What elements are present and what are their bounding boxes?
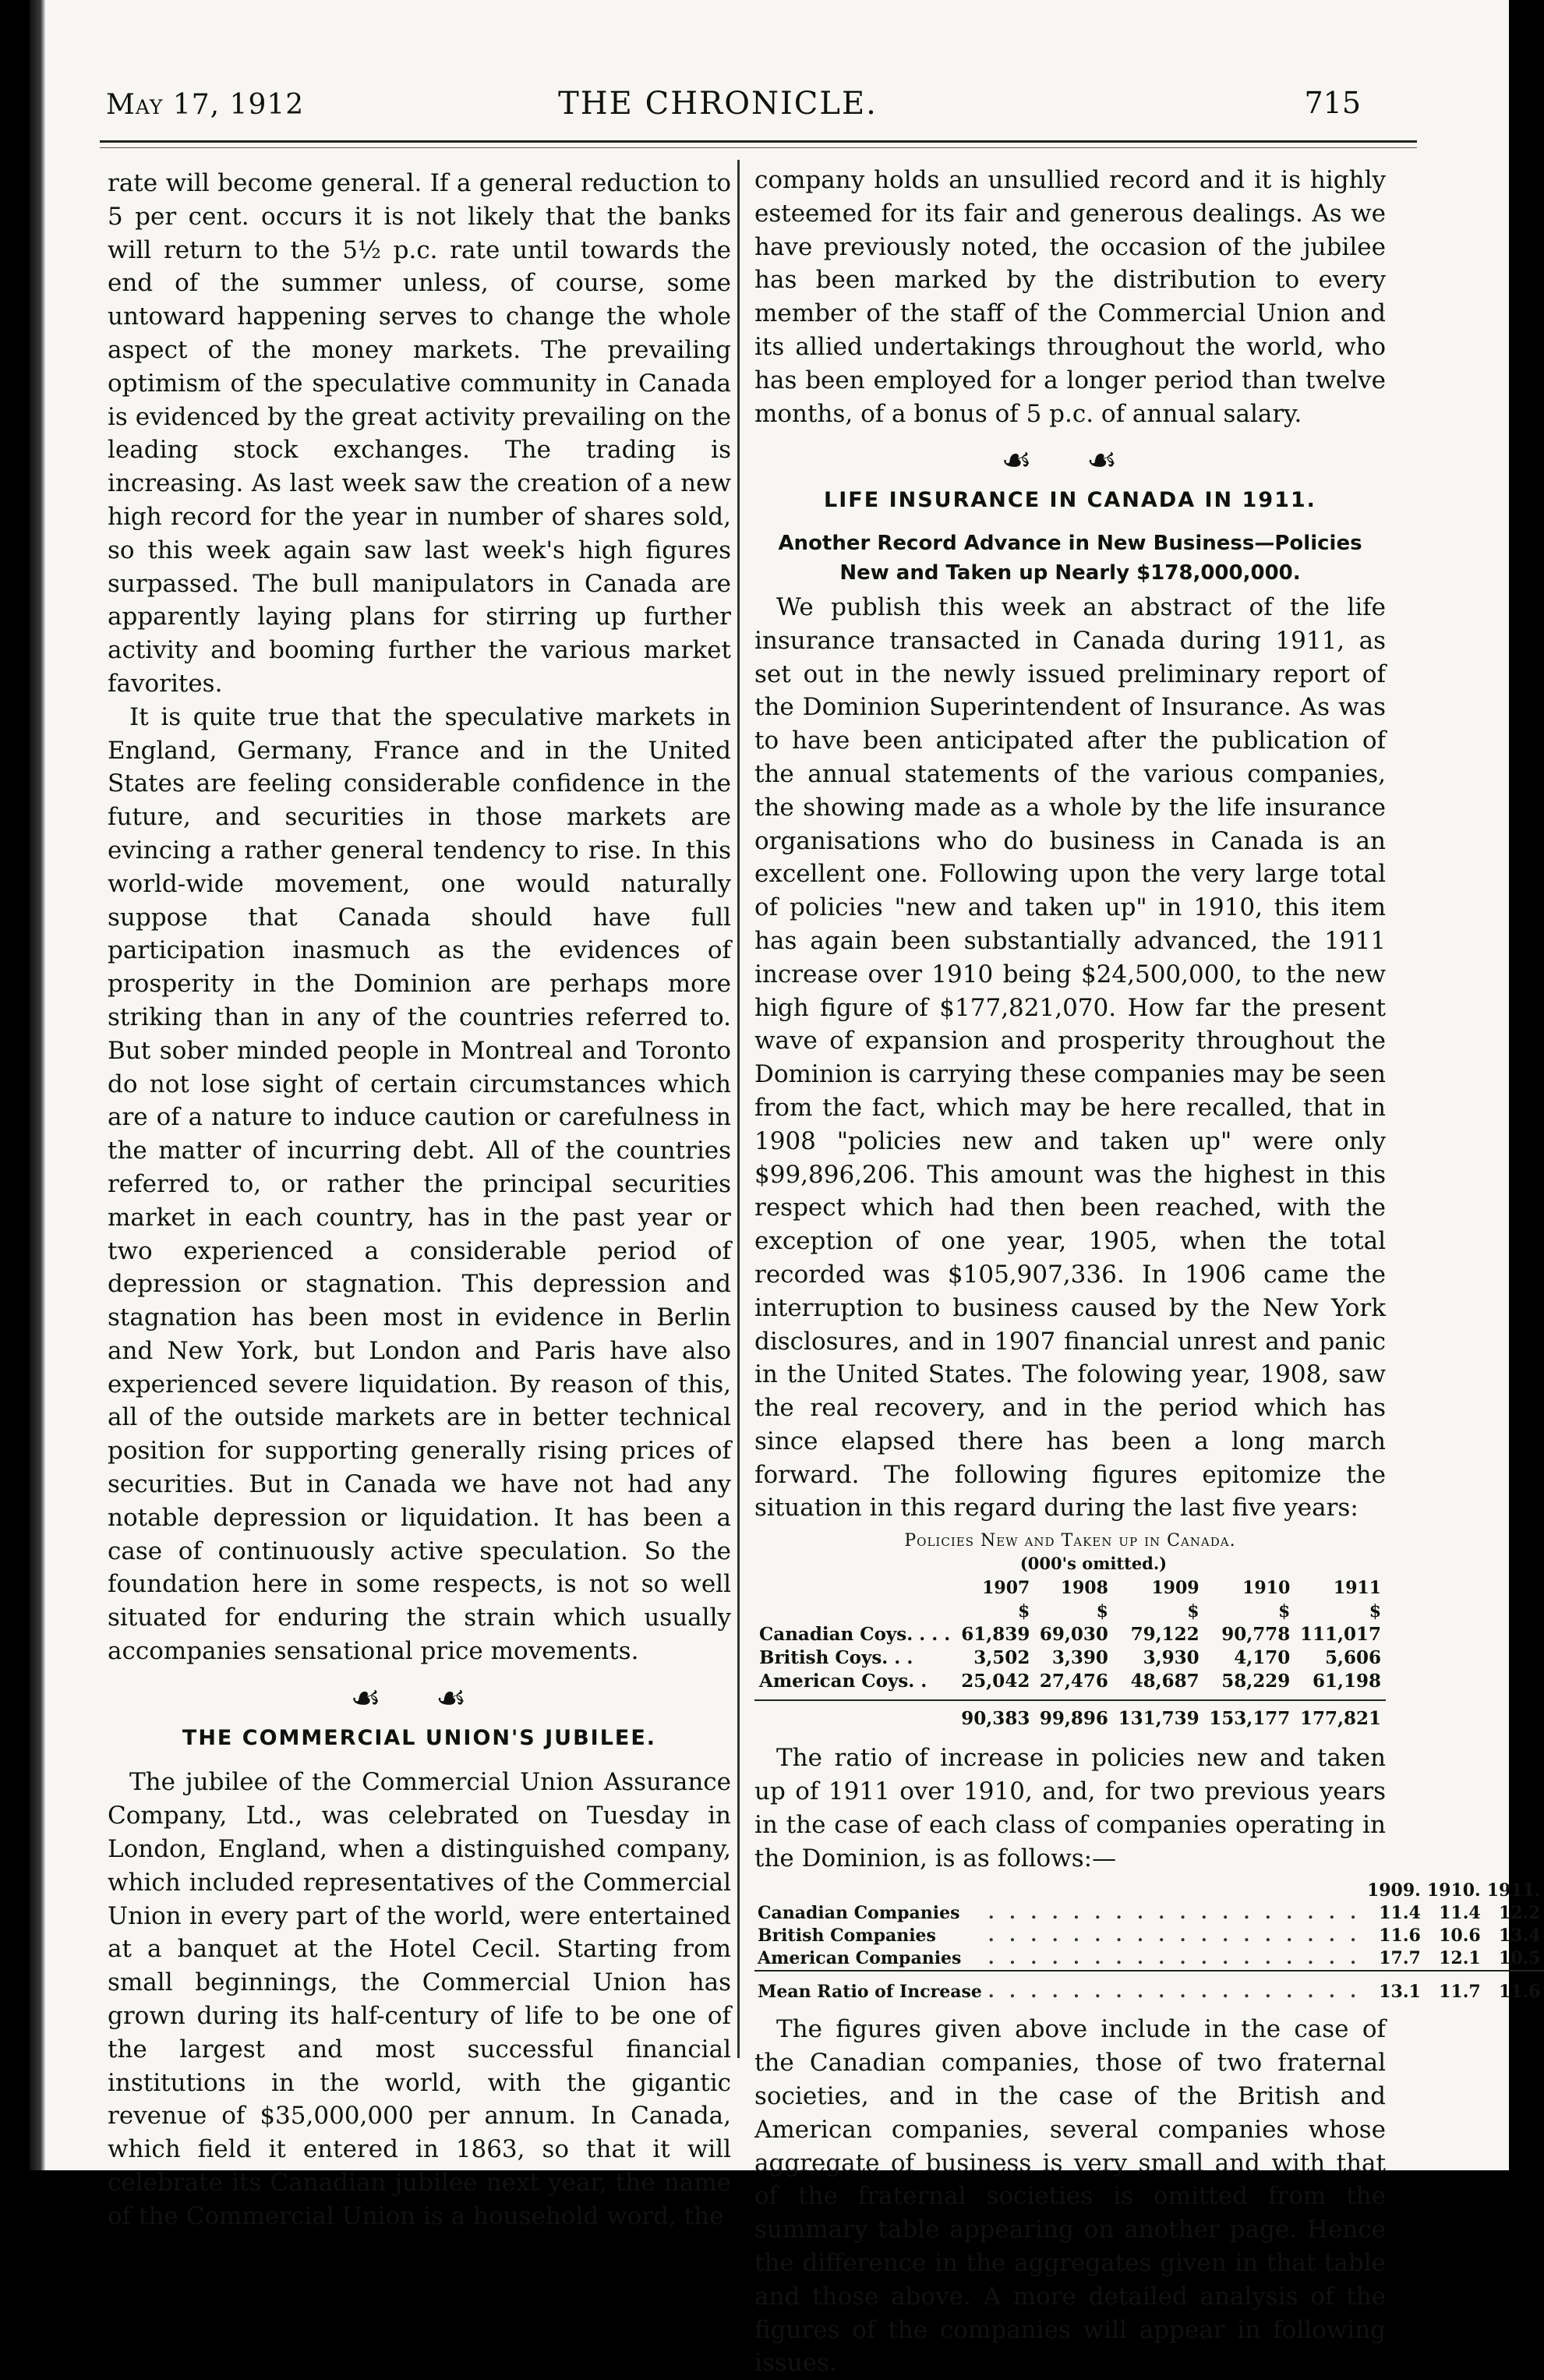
table-cell: 90,778 [1221, 1624, 1291, 1646]
table-cell: 3,930 [1143, 1647, 1200, 1669]
table-cell: 3,390 [1051, 1647, 1108, 1669]
leader-dots: . . . . . . . . . . . . . . . . . . [988, 1926, 1361, 1947]
row-label: Canadian Companies [758, 1903, 960, 1924]
row-label: Canadian Coys. . . . [759, 1624, 951, 1646]
table-row [754, 1947, 1544, 1971]
table-row [754, 1902, 1544, 1925]
row-label: American Companies [758, 1948, 962, 1969]
total-cell: 153,177 [1204, 1700, 1295, 1731]
total-cell: 131,739 [1113, 1700, 1204, 1731]
table-cell: 27,476 [1039, 1671, 1108, 1692]
table-cell: 12.2 [1499, 1903, 1541, 1924]
table-cell: 11.4 [1379, 1903, 1421, 1924]
currency-mark: $ [1018, 1601, 1030, 1622]
year-header: 1911. [1486, 1880, 1541, 1901]
section-ornament: ☙ ☙ [350, 1678, 489, 1718]
table-cell: 13.4 [1499, 1926, 1541, 1947]
ratio-paragraph: The ratio of increase in policies new and taken up of 1911 over 1910, and, for two previous years in the case of each class of companies operating in the Dominion, is as follows:— [754, 1744, 1386, 1873]
year-header: 1908 [1060, 1578, 1108, 1599]
table-cell: 61,839 [961, 1624, 1030, 1646]
closing-paragraph: The figures given above include in the case of the Canadian companies, those of two fraternal societies, and in the case of the British and American companies, several companies whose aggregate of business is very small and with that of the fraternal societies is omitted from the summary table appearing on another page. Hence the difference in the aggregates given in that table and those above. A more detailed analysis of the figures of the companies will appear in following issues. [754, 2015, 1386, 2378]
total-cell: 177,821 [1295, 1700, 1386, 1731]
total-cell: 90,383 [956, 1700, 1035, 1731]
row-label: British Coys. . . [759, 1647, 913, 1669]
table-header-row [754, 1880, 1544, 1902]
table-row [754, 1623, 1386, 1646]
jubilee-paragraph: The jubilee of the Commercial Union Assurance Company, Ltd., was celebrated on Tuesday in London, England, when a distinguished company, which included representatives of the Commercial Union in every part of the world, were entertained at a banquet at the Hotel Cecil. Starting from small beginnings, the Commercial Union has grown during its half-century of life to be one of the largest and most successful financial institutions in the world, with the gigantic revenue of $35,000,000 per annum. In Canada, which field it entered in 1863, so that it will celebrate its Canadian jubilee next year, the name of the Commercial Union is a household word, the [108, 1768, 731, 2230]
table-cell: 11.6 [1484, 1971, 1544, 2003]
table-cell: 10.5 [1499, 1948, 1541, 1969]
newspaper-page [30, 0, 1541, 2378]
table-cell: 13.1 [1364, 1971, 1424, 2003]
life-insurance-paragraph: We publish this week an abstract of the life insurance transacted in Canada during 1911, as set out in the newly issued preliminary report of the Dominion Superintendent of Insurance. As was to have been anticipated after the publication of the annual statements of the various companies, the showing made as a whole by the life insurance organisations who do business in Canada is an excellent one. Following upon the very large total of policies "new and taken up" in 1910, this item has again been substantially advanced, the 1911 increase over 1910 being $24,500,000, to the new high figure of $177,821,070. How far the present wave of expansion and prosperity throughout the Dominion is carrying these companies may be seen from the fact, which may be here recalled, that in 1908 "policies new and taken up" were only $99,896,206. This amount was the highest in this respect which had then been reached, with the exception of one year, 1905, when the total recorded was $105,907,336. In 1906 came the interruption to business caused by the New York disclosures, and in 1907 financial unrest and panic in the United States. The folowing year, 1908, saw the real recovery, and in the period which has since elapsed there has been a long march forward. The following figures epitomize the situation in this regard during the last five years: [754, 592, 1386, 1522]
table-row [754, 1646, 1386, 1670]
year-header: 1911 [1333, 1578, 1381, 1599]
mean-row [754, 1971, 1544, 2003]
ratio-table [754, 1880, 1544, 2003]
leader-dots: . . . . . . . . . . . . . . . . . . [988, 1903, 1361, 1924]
table-cell: 5,606 [1324, 1647, 1381, 1669]
year-header: 1909. [1366, 1880, 1421, 1901]
right-column [754, 164, 1541, 2380]
table-cell: 10.6 [1439, 1926, 1481, 1947]
table-cell: 61,198 [1312, 1671, 1381, 1692]
header-rule [100, 140, 1417, 148]
currency-row [754, 1600, 1386, 1623]
table-cell: 111,017 [1299, 1624, 1381, 1646]
table-cell: 11.4 [1439, 1903, 1481, 1924]
currency-mark: $ [1096, 1601, 1108, 1622]
life-insurance-subheading: Another Record Advance in New Business—Policies New and Taken up Nearly $178,000,000. [778, 531, 1362, 585]
money-market-paragraph: rate will become general. If a general reduction to 5 per cent. occurs it is not likely that the banks will return to the 5½ p.c. rate until towards the end of the summer unless, of course, some untoward happening serves to change the whole aspect of the money markets. The prevailing optimism of the speculative community in Canada is evidenced by the great activity prevailing on the leading stock exchanges. The trading is increasing. As last week saw the creation of a new high record for the year in number of shares sold, so this week again saw last week's high figures surpassed. The bull manipulators in Canada are apparently laying plans for stirring up further activity and booming further the various market favorites. [108, 169, 731, 698]
table-cell: 11.6 [1379, 1926, 1421, 1947]
issue-date: May 17, 1912 [106, 89, 305, 121]
year-header: 1910. [1426, 1880, 1481, 1901]
jubilee-continued-paragraph: company holds an unsullied record and it is highly esteemed for its fair and generous dealings. As we have previously noted, the occasion of the jubilee has been marked by the distribution to every member of the staff of the Commercial Union and its allied undertakings throughout the world, who has been employed for a longer period than twelve months, of a bonus of 5 p.c. of annual salary. [754, 166, 1386, 428]
year-header: 1907 [982, 1578, 1030, 1599]
currency-mark: $ [1187, 1601, 1200, 1622]
year-header: 1909 [1151, 1578, 1200, 1599]
leader-dots: . . . . . . . . . . . . . . . . . . [988, 1948, 1361, 1969]
column-divider [737, 160, 740, 2058]
total-cell: 99,896 [1034, 1700, 1113, 1731]
left-column [108, 167, 731, 2233]
table-cell: 4,170 [1234, 1647, 1291, 1669]
table-cell: 3,502 [973, 1647, 1030, 1669]
policies-table-subcaption: (000's omitted.) [1019, 1554, 1168, 1574]
table-header-row [754, 1576, 1386, 1600]
row-label: British Companies [758, 1926, 936, 1947]
row-label: Mean Ratio of Increase [754, 1971, 985, 2003]
table-cell: 11.7 [1424, 1971, 1484, 2003]
jubilee-heading: THE COMMERCIAL UNION'S JUBILEE. [182, 1725, 657, 1750]
policies-table-caption: Policies New and Taken up in Canada. [904, 1531, 1236, 1551]
leader-dots: . . . . . . . . . . . . . . . . . . [985, 1971, 1364, 2003]
table-cell: 79,122 [1130, 1624, 1200, 1646]
section-ornament: ☙ ☙ [1001, 440, 1139, 481]
table-row [754, 1670, 1386, 1700]
totals-row [754, 1700, 1386, 1731]
table-cell: 58,229 [1221, 1671, 1291, 1692]
table-row [754, 1925, 1544, 1947]
table-cell: 17.7 [1379, 1948, 1421, 1969]
table-cell: 48,687 [1130, 1671, 1200, 1692]
publication-title: THE CHRONICLE. [558, 86, 878, 122]
currency-mark: $ [1277, 1601, 1291, 1622]
row-label: American Coys. . [759, 1671, 927, 1692]
speculative-markets-paragraph: It is quite true that the speculative markets in England, Germany, France and in the United States are feeling considerable confidence in the future, and securities in those markets are evincing a rather general tendency to rise. In this world-wide movement, one would naturally suppose that Canada should have full participation inasmuch as the evidences of prosperity in the Dominion are perhaps more striking than in any of the countries referred to. But sober minded people in Montreal and Toronto do not lose sight of certain circumstances which are of a nature to induce caution or carefulness in the matter of incurring debt. All of the countries referred to, or rather the principal securities market in each country, has in the past year or two experienced a considerable period of depression or stagnation. This depression and stagnation has been most in evidence in Berlin and New York, but London and Paris have also experienced severe liquidation. By reason of this, all of the outside markets are in better technical position for supporting generally rising prices of securities. But in Canada we have not had any notable depression or liquidation. It has been a case of continuously active speculation. So the foundation here in some respects, is not so well situated for enduring the strain which usually accompanies sensational price movements. [108, 702, 731, 1666]
policies-table [754, 1576, 1386, 1731]
table-cell: 12.1 [1439, 1948, 1481, 1969]
currency-mark: $ [1369, 1601, 1381, 1622]
year-header: 1910 [1242, 1578, 1291, 1599]
life-insurance-heading: LIFE INSURANCE IN CANADA IN 1911. [824, 488, 1316, 513]
table-cell: 25,042 [961, 1671, 1030, 1692]
page-number: 715 [1304, 86, 1361, 120]
masthead [75, 81, 1361, 128]
table-cell: 69,030 [1039, 1624, 1108, 1646]
binding-edge [30, 0, 45, 2170]
